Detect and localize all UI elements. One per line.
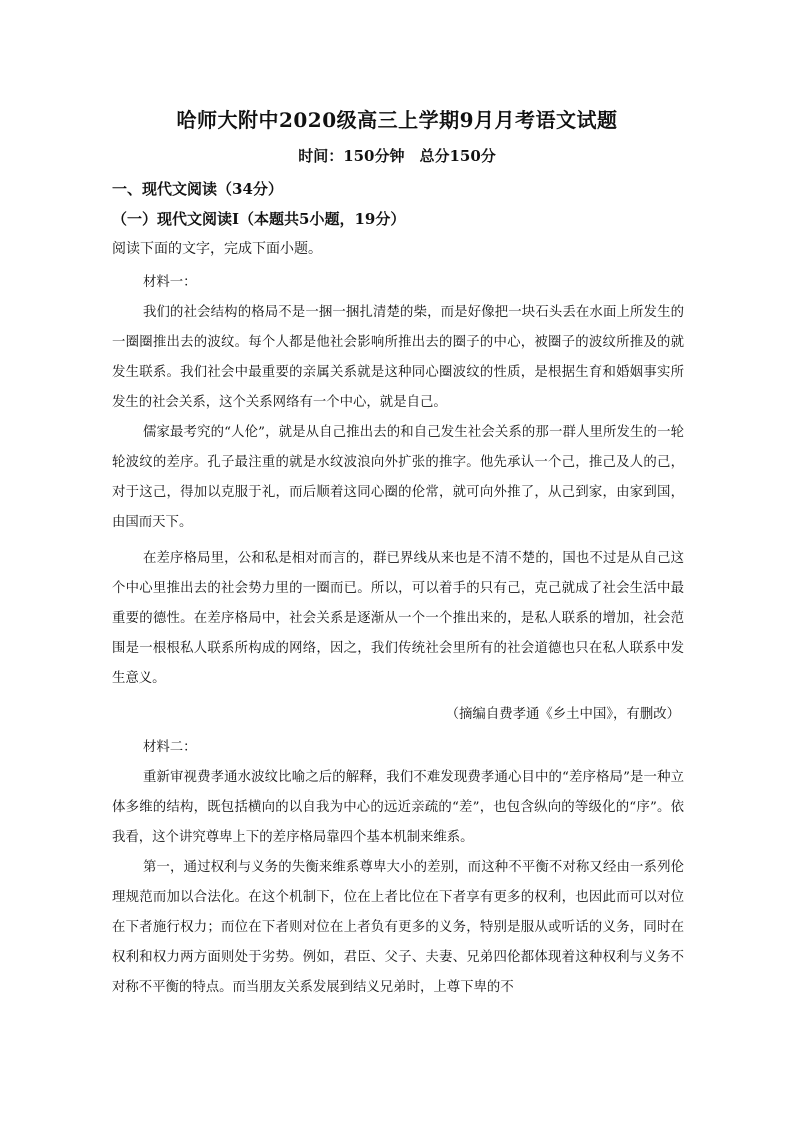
material2-label: 材料二： [143, 740, 197, 755]
material1-label: 材料一： [143, 275, 197, 290]
exam-title: 哈师大附中2020级高三上学期9月月考语文试题 [176, 108, 618, 132]
section-heading: 一、现代文阅读（34分） [112, 180, 283, 198]
material1-source: （摘编自费孝通《乡土中国》，有删改） [445, 707, 680, 722]
material2-paragraph-2: 第一，通过权利与义务的失衡来维系尊卑大小的差别，而这种不平衡不对称又经由一系列伦理规范而加以合法化。在这个机制下，位在上者比位在下者享有更多的权利，也因此而可以对位在下者施行权力；而位在下者则对位在上者负有更多的义务，特别是服从或听话的义务，同时在权利和权力两方面则处于劣势。例如，君臣、父子、夫妻、兄弟四伦都体现着这种权利与义务不对称不平衡的特点。而当朋友关系发展到结义兄弟时，上尊下卑的不 [112, 860, 684, 995]
material1-paragraph-1: 我们的社会结构的格局不是一捆一捆扎清楚的柴，而是好像把一块石头丢在水面上所发生的一圈圈推出去的波纹。每个人都是他社会影响所推出去的圈子的中心，被圈子的波纹所推及的就发生联系。我们社会中最重要的亲属关系就是这种同心圈波纹的性质，是根据生育和婚姻事实所发生的社会关系，这个关系网络有一个中心，就是自己。 [112, 305, 684, 410]
reading-instruction: 阅读下面的文字，完成下面小题。 [112, 241, 322, 257]
material1-paragraph-3: 在差序格局里，公和私是相对而言的，群已界线从来也是不清不楚的，国也不过是从自己这个中心里推出去的社会势力里的一圈而已。所以，可以着手的只有己，克己就成了社会生活中最重要的德性。在差序格局中，社会关系是逐渐从一个一个推出来的，是私人联系的增加，社会范围是一根根私人联系所构成的网络，因之，我们传统社会里所有的社会道德也只在私人联系中发生意义。 [112, 551, 684, 686]
subsection-heading: （一）现代文阅读Ⅰ（本题共5小题，19分） [112, 210, 406, 228]
material2-paragraph-1: 重新审视费孝通水波纹比喻之后的解释，我们不难发现费孝通心目中的“差序格局”是一种立体多维的结构，既包括横向的以自我为中心的远近亲疏的“差”，也包含纵向的等级化的“序”。依我看，这个讲究尊卑上下的差序格局靠四个基本机制来维系。 [112, 770, 684, 845]
material1-paragraph-2: 儒家最考究的“人伦”，就是从自己推出去的和自己发生社会关系的那一群人里所发生的一轮轮波纹的差序。孔子最注重的就是水纹波浪向外扩张的推字。他先承认一个己，推己及人的己，对于这己，得加以克服于礼，而后顺着这同心圈的伦常，就可向外推了，从己到家，由家到国，由国而天下。 [112, 425, 684, 530]
exam-time-and-score: 时间：150分钟 总分150分 [298, 147, 496, 165]
